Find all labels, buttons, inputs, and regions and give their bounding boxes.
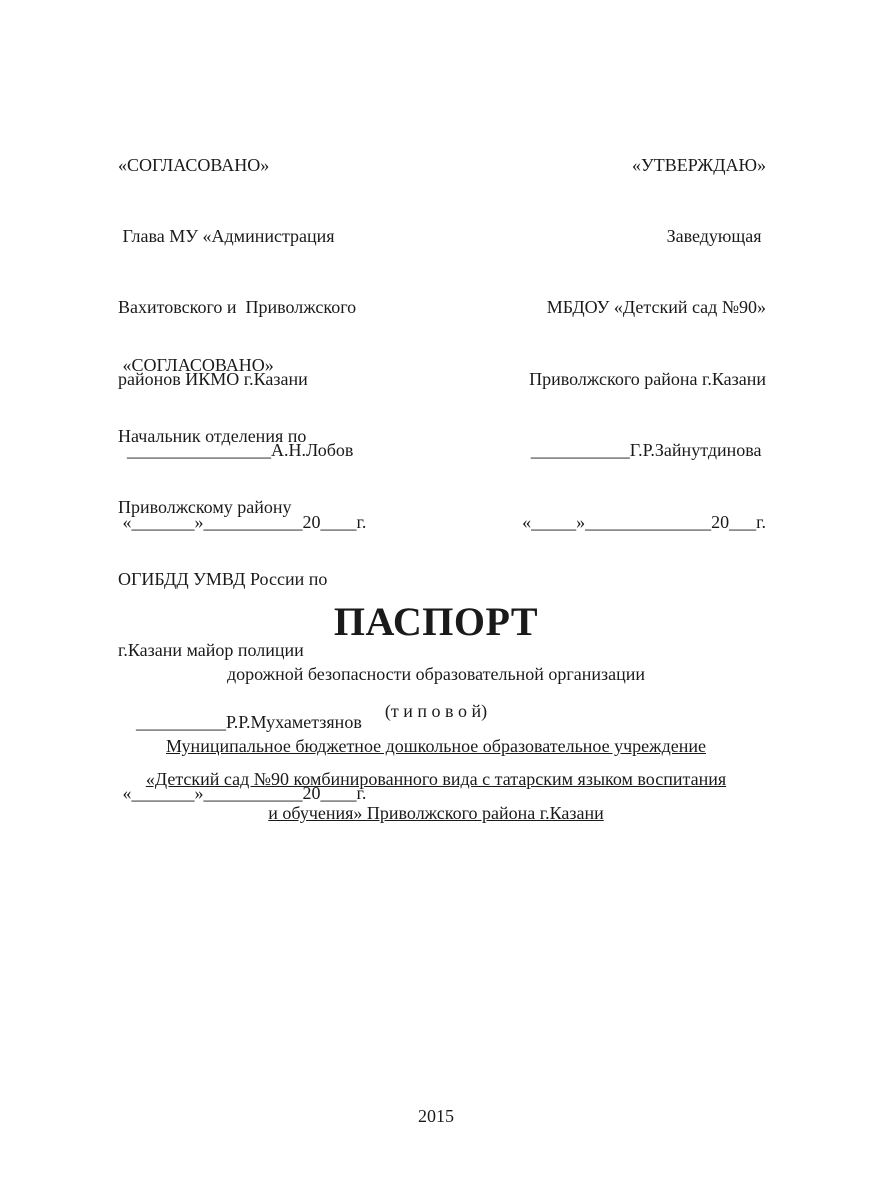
- document-type: (т и п о в о й): [384, 701, 488, 721]
- approval-heading: «СОГЛАСОВАНО»: [118, 154, 270, 175]
- approver-position: МБДОУ «Детский сад №90»: [546, 297, 766, 318]
- document-year: 2015: [418, 1106, 454, 1126]
- date-line: «_______»___________20____г.: [118, 511, 367, 532]
- signature-line: __________Р.Р.Мухаметзянов: [118, 711, 362, 732]
- approval-heading: «СОГЛАСОВАНО»: [118, 354, 274, 375]
- organization-name-line: «Детский сад №90 комбинированного вида с татарским языком воспитания: [145, 769, 727, 789]
- approver-position: Заведующая: [666, 225, 766, 246]
- approval-block-head: [522, 106, 766, 558]
- approver-position: Начальник отделения по: [118, 425, 307, 446]
- date-line: «_______»___________20____г.: [118, 782, 367, 803]
- approver-position: г.Казани майор полиции: [118, 640, 304, 661]
- approver-position: Вахитовского и Приволжского: [118, 297, 357, 318]
- date-line: «_____»______________20___г.: [522, 511, 766, 532]
- signature-line: ________________А.Н.Лобов: [118, 440, 354, 461]
- approver-position: районов ИКМО г.Казани: [118, 368, 308, 389]
- organization-name-line: и обучения» Приволжского района г.Казани: [268, 803, 604, 823]
- document-title: ПАСПОРТ: [333, 599, 539, 644]
- document-subtitle: дорожной безопасности образовательной организации: [226, 664, 646, 684]
- approver-position: Глава МУ «Администрация: [118, 225, 335, 246]
- organization-name-line: Муниципальное бюджетное дошкольное образовательное учреждение: [166, 736, 706, 756]
- approver-position: Приволжскому району: [118, 497, 292, 518]
- approval-heading: «УТВЕРЖДАЮ»: [631, 154, 766, 175]
- signature-line: ___________Г.Р.Зайнутдинова: [530, 440, 766, 461]
- approver-position: ОГИБДД УМВД России по: [118, 568, 328, 589]
- approver-position: Приволжского района г.Казани: [529, 368, 766, 389]
